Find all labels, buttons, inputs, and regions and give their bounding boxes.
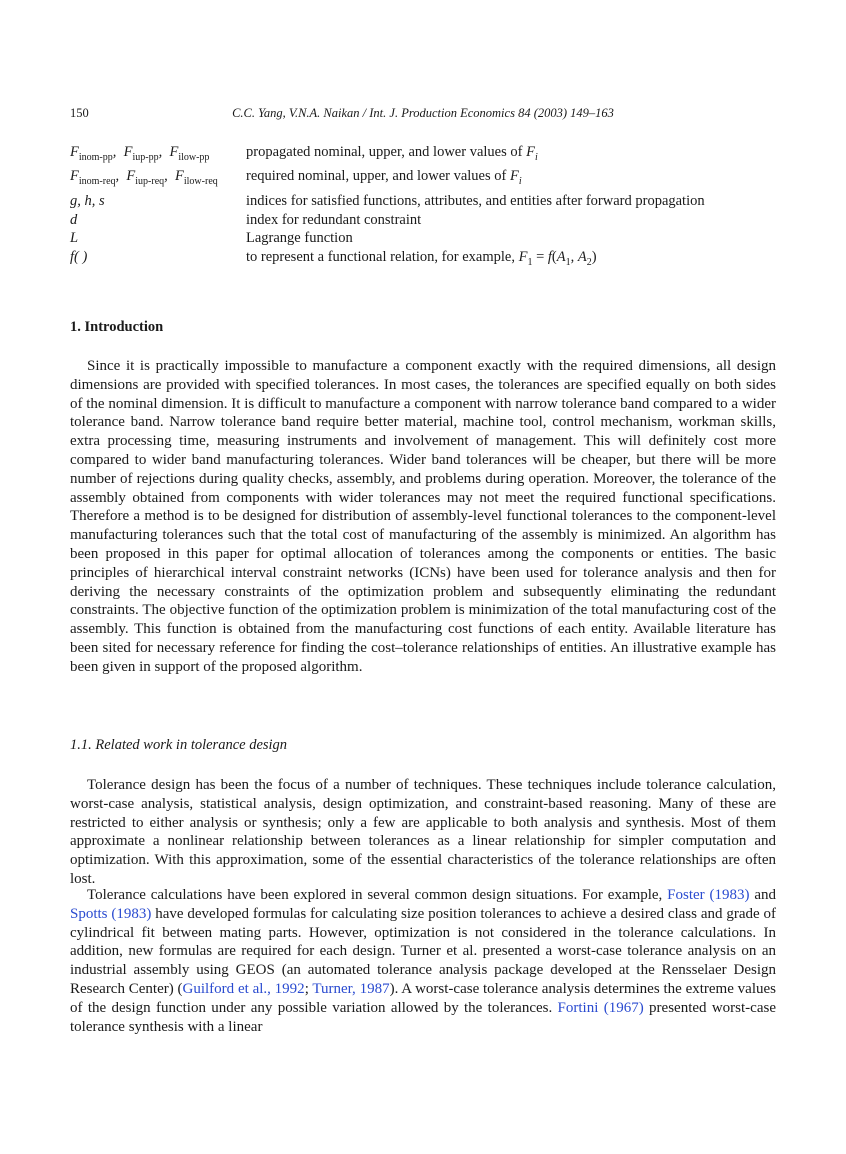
- citation-link-foster[interactable]: Foster (1983): [667, 887, 750, 903]
- paragraph-text: have developed formulas for calculating size position tolerances to achieve a desired class and grade of cylindrical fit between mating parts. However, optimization is not considered in the tolerance calculations. In addition, new formulas are required for each design. Turner et al. presented a worst-case tolerance analysis on an industrial assembly using GEOS (an automated tolerance analysis package developed at the Rensselaer Design Research Center) (: [70, 905, 776, 997]
- nomenclature-list: [70, 143, 790, 272]
- nomenclature-row: [70, 167, 790, 191]
- paragraph-text: Tolerance calculations have been explored in several common design situations. For example,: [87, 887, 668, 903]
- page-header: [70, 106, 776, 126]
- section-heading: 1. Introduction: [70, 319, 164, 335]
- paragraph-text: ). A worst-case tolerance analysis determines the extreme values of the design function under any possible variation allowed by the tolerances.: [70, 980, 776, 1016]
- nomenclature-row: [70, 229, 790, 248]
- subsection-heading: 1.1. Related work in tolerance design: [70, 737, 288, 753]
- nomenclature-definition: to represent a functional relation, for example, $F_1 = f(A_1$, $A_2$): [246, 248, 597, 268]
- nomenclature-row: [70, 192, 790, 211]
- nomenclature-definition: propagated nominal, upper, and lower values of $F_i$: [246, 144, 538, 163]
- related-work-paragraph-1: Tolerance design has been the focus of a number of techniques. These techniques include tolerance calculation, worst-case analysis, statistical analysis, design optimization, and constraint-based reasoning. Many of these are restricted to either analysis or synthesis; only a few are applicable to both analysis and synthesis. Most of them approximate a nonlinear relationship between tolerances as a linear relationship for simpler computation and optimization. With this approximation, some of the essential characteristics of the tolerance relationships are often lost.: [70, 777, 776, 887]
- nomenclature-symbol: $F_{inom-pp}$, $F_{iup-pp}$, $F_{ilow-pp}$: [70, 144, 210, 163]
- nomenclature-symbol: d: [70, 211, 78, 228]
- nomenclature-row: [70, 248, 790, 272]
- nomenclature-definition: required nominal, upper, and lower values of $F_i$: [246, 168, 522, 188]
- citation-link-turner[interactable]: Turner, 1987: [312, 980, 390, 997]
- citation-link-guilford[interactable]: Guilford et al., 1992: [182, 980, 305, 997]
- nomenclature-definition: index for redundant constraint: [246, 211, 422, 228]
- nomenclature-row: [70, 211, 790, 230]
- related-work-paragraph-2: [70, 886, 776, 1036]
- nomenclature-definition: indices for satisfied functions, attributes, and entities after forward propagation: [246, 192, 705, 209]
- nomenclature-definition: Lagrange function: [246, 230, 353, 247]
- paragraph-text: and: [749, 887, 776, 903]
- nomenclature-symbol: $F_{inom-req}$, $F_{iup-req}$, $F_{ilow-req}$: [70, 168, 218, 188]
- running-head: C.C. Yang, V.N.A. Naikan / Int. J. Production Economics 84 (2003) 149–163: [232, 106, 614, 120]
- paragraph-text: ;: [304, 980, 313, 997]
- intro-paragraph: Since it is practically impossible to manufacture a component exactly with the required dimensions, all design dimensions are provided with specified tolerances. In most cases, the tolerances are specified equally on both sides of the nominal dimension. It is difficult to manufacture a component with narrow tolerance band compared to a wider tolerance band. Narrow tolerance band require better material, machine tool, control mechanism, workman skills, extra processing time, measuring instruments and involvement of management. This will definitely cost more compared to wider band manufacturing tolerances. Wider band tolerances will be cheaper, but there will be more number of rejections during quality checks, assembly, and problems during operation. Moreover, the tolerance of the assembly obtained from components with wider tolerances may not meet the required functional specifications. Therefore a method is to be designed for distribution of assembly-level functional tolerances to the component-level manufacturing tolerances such that the total cost of manufacturing of the assembly is minimized. An algorithm has been proposed in this paper for optimal allocation of tolerances among the components or entities. The basic principles of hierarchical interval constraint networks (ICNs) have been used for tolerance analysis and then for deriving the necessary constraints of the optimization problem and subsequently eliminating the redundant constraints. The objective function of the optimization problem is minimization of the total manufacturing cost of the assembly. This function is obtained from the manufacturing cost functions of each entity. Available literature has been sited for necessary reference for finding the cost–tolerance relationships of entities. An illustrative example has been given in support of the proposed algorithm.: [70, 358, 776, 675]
- nomenclature-row: [70, 143, 790, 167]
- nomenclature-symbol: g, h, s: [70, 192, 105, 209]
- nomenclature-symbol: f( ): [70, 248, 88, 265]
- nomenclature-symbol: L: [70, 230, 79, 247]
- citation-link-spotts[interactable]: Spotts (1983): [70, 905, 152, 922]
- paragraph-text: presented worst-case tolerance synthesis with a linear: [70, 999, 776, 1035]
- citation-link-fortini[interactable]: Fortini (1967): [557, 999, 644, 1016]
- page-number: 150: [70, 106, 89, 120]
